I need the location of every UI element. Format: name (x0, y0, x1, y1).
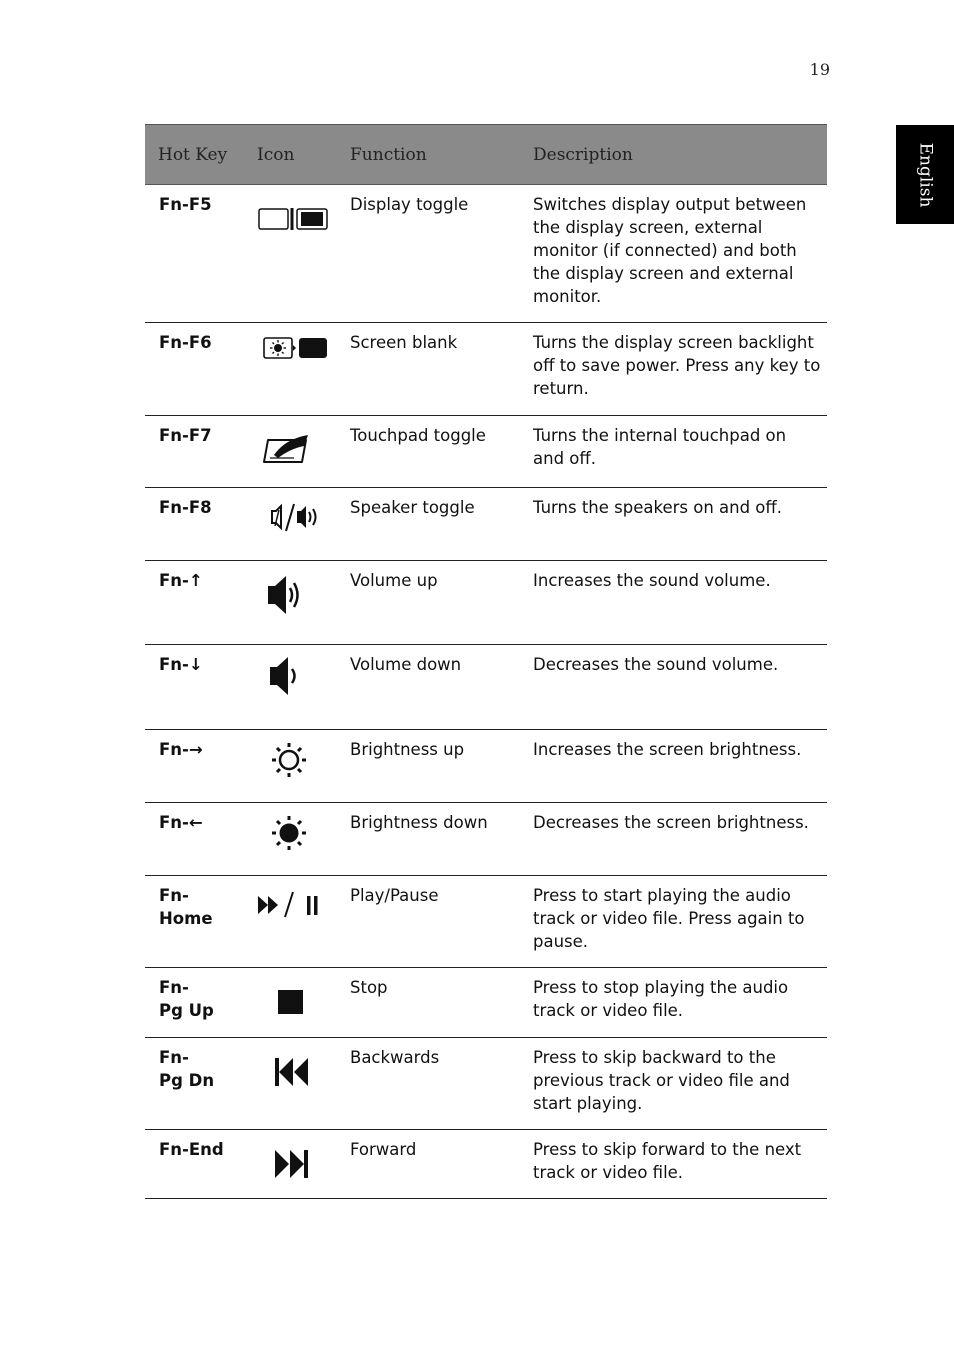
display-toggle-icon (244, 197, 336, 241)
brightness-down-icon (244, 815, 336, 859)
table-row (145, 730, 827, 803)
function-cell: Forward (336, 1130, 519, 1199)
table-row (145, 488, 827, 561)
hot-key-cell: Fn-← (145, 803, 244, 876)
icon-cell (244, 803, 336, 876)
icon-cell (244, 876, 336, 968)
language-label: English (915, 142, 936, 207)
hot-key-cell: Fn- Home (145, 876, 244, 968)
stop-icon (244, 980, 336, 1024)
table-row (145, 416, 827, 488)
play-pause-icon (244, 888, 336, 932)
description-cell: Increases the screen brightness. (519, 730, 827, 803)
description-cell: Switches display output between the display screen, external monitor (if connected) and both the display screen and external monitor. (519, 185, 827, 323)
header-description: Description (519, 125, 827, 185)
hot-key-cell: Fn-F6 (145, 323, 244, 416)
function-cell: Play/Pause (336, 876, 519, 968)
function-cell: Stop (336, 968, 519, 1038)
function-cell: Volume up (336, 561, 519, 645)
description-cell: Turns the internal touchpad on and off. (519, 416, 827, 488)
page-number: 19 (809, 60, 830, 79)
header-icon: Icon (244, 125, 336, 185)
icon-cell (244, 185, 336, 323)
description-cell: Press to stop playing the audio track or video file. (519, 968, 827, 1038)
table-row (145, 876, 827, 968)
hot-key-cell: Fn-F8 (145, 488, 244, 561)
table-row (145, 803, 827, 876)
header-function: Function (336, 125, 519, 185)
hot-key-cell: Fn-→ (145, 730, 244, 803)
header-hot-key: Hot Key (145, 125, 244, 185)
backwards-icon (244, 1050, 336, 1094)
hot-key-cell: Fn-End (145, 1130, 244, 1199)
icon-cell (244, 323, 336, 416)
hotkey-table (145, 124, 827, 1199)
table-row (145, 185, 827, 323)
icon-cell (244, 561, 336, 645)
speaker-toggle-icon (244, 500, 336, 544)
hot-key-cell: Fn-F5 (145, 185, 244, 323)
volume-down-icon (244, 657, 336, 701)
screen-blank-icon (244, 335, 336, 379)
table-header-row (145, 125, 827, 185)
language-side-tab (896, 125, 954, 224)
hot-key-cell: Fn-↑ (145, 561, 244, 645)
icon-cell (244, 730, 336, 803)
table-row (145, 968, 827, 1038)
hot-key-cell: Fn- Pg Dn (145, 1038, 244, 1130)
hot-key-cell: Fn- Pg Up (145, 968, 244, 1038)
function-cell: Speaker toggle (336, 488, 519, 561)
hot-key-cell: Fn-↓ (145, 645, 244, 730)
table-row (145, 323, 827, 416)
icon-cell (244, 968, 336, 1038)
description-cell: Press to skip forward to the next track or video file. (519, 1130, 827, 1199)
function-cell: Screen blank (336, 323, 519, 416)
touchpad-toggle-icon (244, 428, 336, 472)
table-row (145, 561, 827, 645)
icon-cell (244, 416, 336, 488)
description-cell: Decreases the sound volume. (519, 645, 827, 730)
description-cell: Press to skip backward to the previous track or video file and start playing. (519, 1038, 827, 1130)
icon-cell (244, 488, 336, 561)
description-cell: Press to start playing the audio track or video file. Press again to pause. (519, 876, 827, 968)
hot-key-cell: Fn-F7 (145, 416, 244, 488)
description-cell: Increases the sound volume. (519, 561, 827, 645)
forward-icon (244, 1142, 336, 1186)
icon-cell (244, 1130, 336, 1199)
table-row (145, 1038, 827, 1130)
icon-cell (244, 645, 336, 730)
description-cell: Turns the display screen backlight off to save power. Press any key to return. (519, 323, 827, 416)
function-cell: Brightness up (336, 730, 519, 803)
function-cell: Volume down (336, 645, 519, 730)
icon-cell (244, 1038, 336, 1130)
brightness-up-icon (244, 742, 336, 786)
table-row (145, 1130, 827, 1199)
function-cell: Brightness down (336, 803, 519, 876)
description-cell: Turns the speakers on and off. (519, 488, 827, 561)
function-cell: Touchpad toggle (336, 416, 519, 488)
function-cell: Backwards (336, 1038, 519, 1130)
function-cell: Display toggle (336, 185, 519, 323)
description-cell: Decreases the screen brightness. (519, 803, 827, 876)
table-row (145, 645, 827, 730)
volume-up-icon (244, 573, 336, 617)
